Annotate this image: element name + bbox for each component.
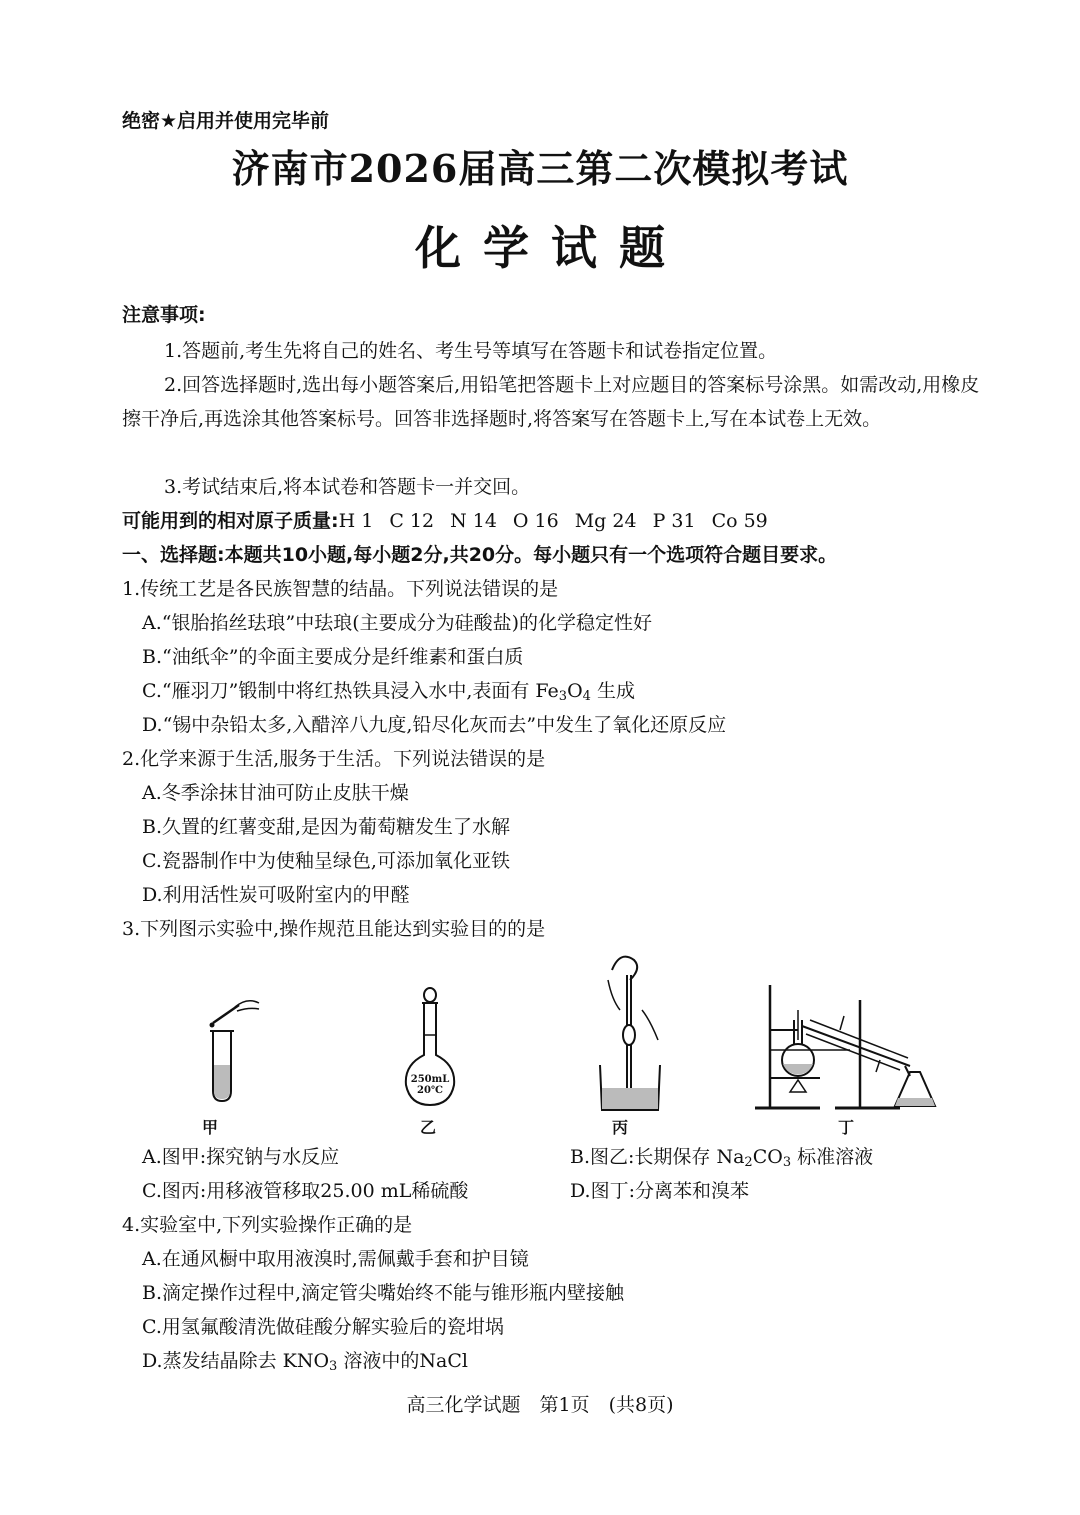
option-c: C.瓷器制作中为使釉呈绿色,可添加氧化亚铁 (142, 850, 510, 872)
figure-label: 丙 (612, 1118, 629, 1137)
option-a: A.“银胎掐丝珐琅”中珐琅(主要成分为硅酸盐)的化学稳定性好 (142, 612, 653, 634)
test-tube-figure (195, 995, 265, 1105)
flask-label: 250mL 20℃ (410, 1074, 450, 1096)
confidential-notice: 绝密★启用并使用完毕前 (122, 110, 330, 132)
note-item-3: 3.考试结束后,将本试卷和答题卡一并交回。 (164, 476, 531, 498)
distillation-figure (750, 980, 950, 1115)
option-c: C.用氢氟酸清洗做硅酸分解实验后的瓷坩埚 (142, 1316, 504, 1338)
note-item-1: 1.答题前,考生先将自己的姓名、考生号等填写在答题卡和试卷指定位置。 (164, 340, 778, 362)
subject-title: 化学试题 (415, 221, 687, 275)
option-a: A.在通风橱中取用液溴时,需佩戴手套和护目镜 (142, 1248, 529, 1270)
exam-title: 济南市2026届高三第二次模拟考试 (231, 146, 849, 191)
option-b: B.“油纸伞”的伞面主要成分是纤维素和蛋白质 (142, 646, 524, 668)
option-b: B.图乙:长期保存 $Na_2CO_3$ 标准溶液 (570, 1146, 874, 1170)
figure-label: 丁 (838, 1118, 855, 1137)
question-stem: 1.传统工艺是各民族智慧的结晶。下列说法错误的是 (122, 578, 559, 600)
atomic-masses (122, 506, 768, 536)
option-c: C.“雁羽刀”锻制中将红热铁具浸入水中,表面有 $Fe_3O_4$ 生成 (142, 680, 635, 704)
atomic-mass-value: O 16 (512, 510, 559, 532)
atomic-mass-value: Co 59 (711, 510, 768, 532)
atomic-masses-label: 可能用到的相对原子质量: (122, 510, 339, 532)
option-d: D.“锡中杂铅太多,入醋淬八九度,铅尽化灰而去”中发生了氧化还原反应 (142, 714, 727, 736)
option-d: D.图丁:分离苯和溴苯 (570, 1180, 749, 1202)
option-b: B.滴定操作过程中,滴定管尖嘴始终不能与锥形瓶内壁接触 (142, 1282, 625, 1304)
figure-label: 甲 (202, 1118, 219, 1137)
page-footer: 高三化学试题 第1页 (共8页) (406, 1394, 674, 1416)
option-b: B.久置的红薯变甜,是因为葡萄糖发生了水解 (142, 816, 511, 838)
pipette-beaker-figure (590, 950, 670, 1115)
figure-label: 乙 (420, 1118, 437, 1137)
note-item-2: 2.回答选择题时,选出每小题答案后,用铅笔把答题卡上对应题目的答案标号涂黑。如需改动,用橡皮擦干净后,再选涂其他答案标号。回答非选择题时,将答案写在答题卡上,写在本试卷上无效。 (122, 374, 980, 430)
question-stem: 2.化学来源于生活,服务于生活。下列说法错误的是 (122, 748, 546, 770)
option-d: D.蒸发结晶除去 $KNO_3$ 溶液中的NaCl (142, 1350, 468, 1374)
atomic-mass-value: Mg 24 (574, 510, 637, 532)
atomic-mass-value: C 12 (389, 510, 435, 532)
atomic-mass-value: P 31 (652, 510, 696, 532)
question-stem: 4.实验室中,下列实验操作正确的是 (122, 1214, 413, 1236)
option-a: A.冬季涂抹甘油可防止皮肤干燥 (142, 782, 409, 804)
atomic-mass-value: H 1 (338, 510, 374, 532)
option-a: A.图甲:探究钠与水反应 (142, 1146, 340, 1168)
option-d: D.利用活性炭可吸附室内的甲醛 (142, 884, 410, 906)
experiment-figures (180, 950, 960, 1140)
atomic-mass-value: N 14 (450, 510, 497, 532)
option-c: C.图丙:用移液管移取25.00 mL稀硫酸 (142, 1180, 469, 1202)
notes-heading: 注意事项: (122, 304, 206, 326)
section-heading: 一、选择题:本题共10小题,每小题2分,共20分。每小题只有一个选项符合题目要求。 (122, 544, 838, 566)
question-stem: 3.下列图示实验中,操作规范且能达到实验目的的是 (122, 918, 546, 940)
